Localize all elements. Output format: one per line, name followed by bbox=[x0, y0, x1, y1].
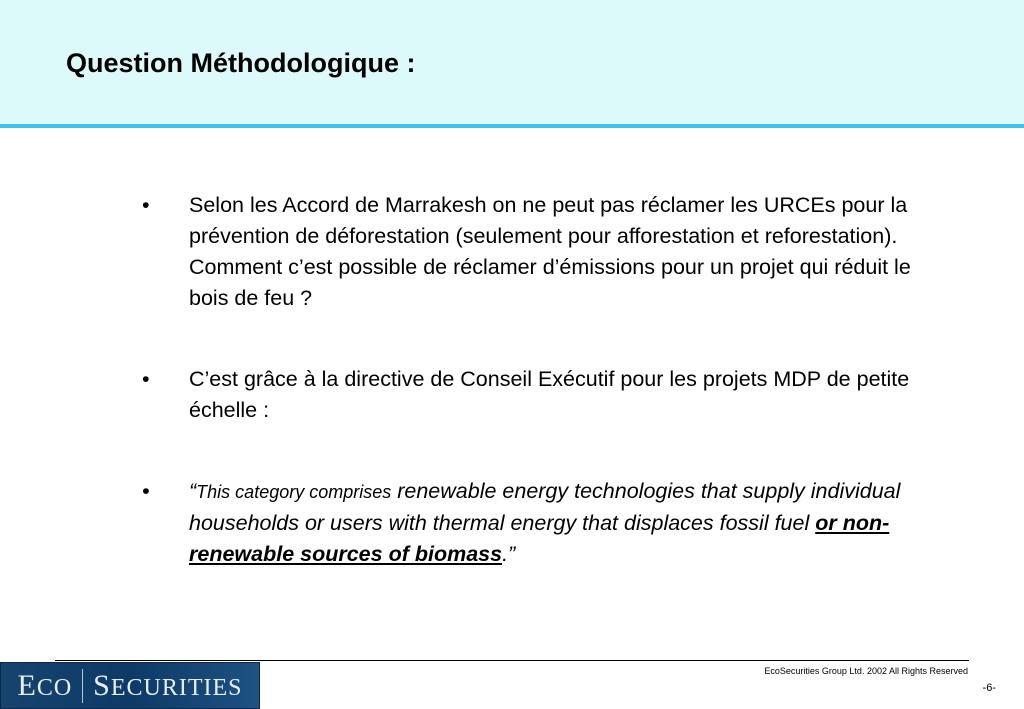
bullet-dot-icon: • bbox=[142, 193, 150, 217]
quote-open-mark: “ bbox=[189, 479, 197, 503]
bullet-text: Selon les Accord de Marrakesh on ne peut pas réclamer les URCEs pour la prévention de déforestation (seulement pour afforestation et reforestation). Comment c’est possible de réclamer d’émissions pour un projet qui réduit le bois de feu ? bbox=[189, 193, 911, 310]
logo-sec-initial: S bbox=[93, 668, 111, 702]
quote-small-text: This category comprises bbox=[196, 482, 392, 502]
footer-divider bbox=[55, 660, 969, 661]
logo-divider bbox=[82, 669, 83, 703]
bullet-dot-icon: • bbox=[142, 479, 150, 503]
bullet-list bbox=[140, 190, 940, 620]
logo-sec-rest: ECURITIES bbox=[110, 674, 243, 701]
bullet-item-directive bbox=[140, 364, 940, 426]
bullet-dot-icon: • bbox=[142, 367, 150, 391]
logo-eco-rest: CO bbox=[36, 674, 73, 701]
quote-main-text: renewable energy technologies that supply individual households or users with thermal energy that displaces fossil fuel bbox=[189, 479, 901, 535]
bullet-item-quote bbox=[140, 476, 940, 570]
page-number: -6- bbox=[982, 682, 996, 694]
ecosecurities-logo bbox=[0, 662, 260, 709]
header-divider bbox=[0, 124, 1024, 128]
bullet-item-marrakesh bbox=[140, 190, 940, 314]
bullet-text: C’est grâce à la directive de Conseil Exécutif pour les projets MDP de petite échelle : bbox=[189, 367, 910, 422]
quote-emphasis: or non-renewable sources of biomass bbox=[189, 511, 890, 566]
logo-eco-word bbox=[17, 669, 72, 703]
logo-eco-initial: E bbox=[17, 668, 37, 702]
slide-title: Question Méthodologique : bbox=[66, 48, 416, 78]
logo-securities-word bbox=[93, 669, 242, 703]
slide-header bbox=[0, 0, 1024, 126]
quote-close-mark: .” bbox=[502, 542, 516, 566]
copyright-notice: EcoSecurities Group Ltd. 2002 All Rights Reserved bbox=[764, 666, 968, 676]
